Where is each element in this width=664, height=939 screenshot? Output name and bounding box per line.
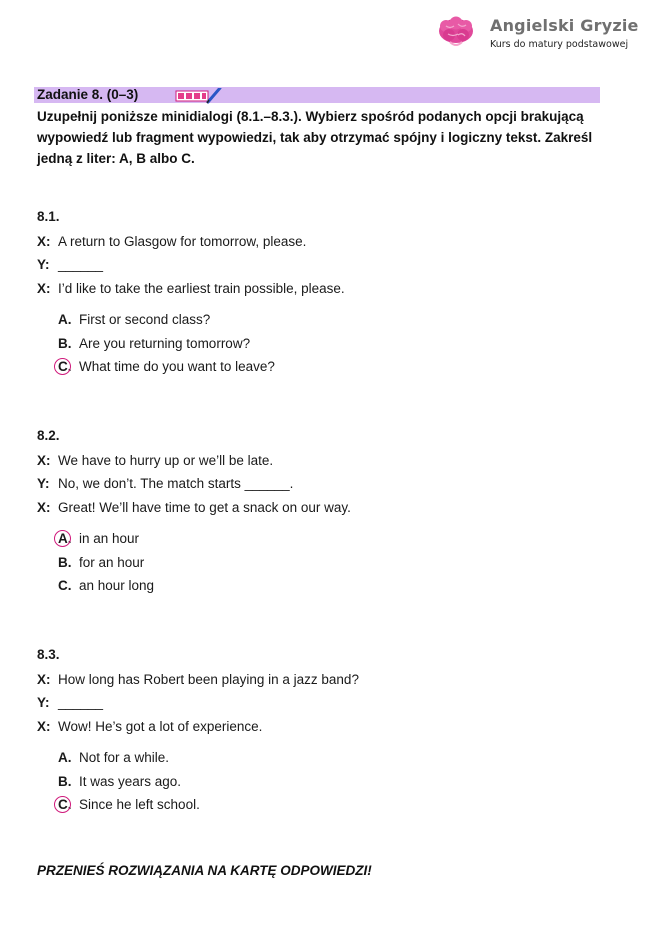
brand-subtitle: Kurs do matury podstawowej	[490, 39, 629, 50]
option-text: What time do you want to leave?	[79, 359, 275, 375]
line-text: Wow! He’s got a lot of experience.	[58, 718, 263, 734]
brand-header	[436, 14, 656, 58]
dialogue-line	[37, 449, 637, 472]
option-letter: A.	[58, 750, 72, 766]
dialogue-line	[37, 253, 637, 276]
option-c[interactable]	[37, 793, 637, 817]
speaker-label: X:	[37, 234, 51, 249]
dialogue-line	[37, 472, 637, 495]
option-a[interactable]	[37, 527, 637, 551]
speaker-label: X:	[37, 280, 51, 296]
option-text: in an hour	[79, 531, 140, 547]
item-number: 8.1.	[37, 209, 60, 224]
speaker-label: Y:	[37, 695, 50, 711]
line-text: A return to Glasgow for tomorrow, please.	[58, 234, 307, 249]
dialogue-item	[37, 426, 637, 598]
option-c[interactable]	[37, 574, 637, 598]
option-text: Since he left school.	[79, 797, 200, 813]
option-letter: C.	[58, 578, 72, 594]
option-c[interactable]	[37, 355, 637, 379]
transfer-answers-note: PRZENIEŚ ROZWIĄZANIA NA KARTĘ ODPOWIEDZI!	[37, 863, 372, 878]
line-text: We have to hurry up or we’ll be late.	[58, 453, 274, 468]
options-list	[37, 746, 637, 817]
item-number: 8.3.	[37, 647, 60, 662]
speaker-label: X:	[37, 453, 51, 468]
line-text: Great! We’ll have time to get a snack on our way.	[58, 499, 351, 515]
option-text: an hour long	[79, 578, 155, 594]
option-letter: B.	[58, 335, 72, 351]
option-text: It was years ago.	[79, 773, 182, 789]
dialogue-line	[37, 668, 637, 691]
task-instruction: Uzupełnij poniższe minidialogi (8.1.–8.3.). Wybierz spośród podanych opcji brakującą wypowiedź lub fragment wypowiedzi, tak aby otrzymać spójny i logiczny tekst. Zakreśl jedną z liter: A, B albo C.	[37, 109, 593, 166]
brand-title: Angielski Gryzie	[490, 16, 639, 35]
option-letter: A.	[58, 312, 72, 328]
option-text: for an hour	[79, 554, 145, 570]
option-letter: C.	[58, 797, 72, 813]
option-a[interactable]	[37, 308, 637, 332]
brain-logo-icon	[436, 16, 476, 50]
option-text: Are you returning tomorrow?	[79, 335, 251, 351]
options-list	[37, 527, 637, 598]
line-text: How long has Robert been playing in a jazz band?	[58, 672, 359, 687]
speaker-label: X:	[37, 672, 51, 687]
line-text: I’d like to take the earliest train possible, please.	[58, 280, 345, 296]
dialogue-item	[37, 207, 637, 379]
answer-gap: ______	[58, 257, 104, 273]
dialogue-line	[37, 230, 637, 253]
option-a[interactable]	[37, 746, 637, 770]
dialogue-line	[37, 691, 637, 714]
option-b[interactable]	[37, 551, 637, 575]
option-text: First or second class?	[79, 312, 211, 328]
task-title: Zadanie 8. (0–3)	[37, 87, 139, 102]
option-letter: B.	[58, 554, 72, 570]
option-letter: A.	[58, 531, 72, 547]
line-text: No, we don’t. The match starts ______.	[58, 476, 294, 492]
speaker-label: X:	[37, 718, 51, 734]
option-b[interactable]	[37, 770, 637, 794]
score-boxes-pencil-icon	[175, 88, 223, 104]
dialogue-item	[37, 645, 637, 817]
speaker-label: Y:	[37, 476, 50, 492]
option-letter: B.	[58, 773, 72, 789]
option-letter: C.	[58, 359, 72, 375]
dialogue-line	[37, 496, 637, 519]
dialogue-line	[37, 715, 637, 738]
option-text: Not for a while.	[79, 750, 170, 766]
speaker-label: X:	[37, 499, 51, 515]
item-number: 8.2.	[37, 428, 60, 443]
speaker-label: Y:	[37, 257, 50, 273]
option-b[interactable]	[37, 332, 637, 356]
options-list	[37, 308, 637, 379]
answer-gap: ______	[58, 695, 104, 711]
dialogue-line	[37, 277, 637, 300]
